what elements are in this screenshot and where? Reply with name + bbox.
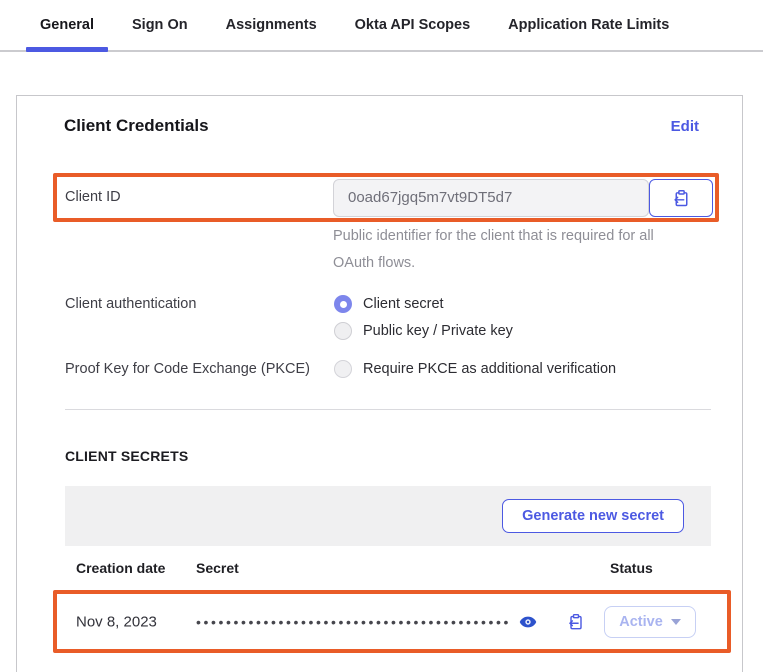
eye-icon bbox=[517, 613, 539, 631]
client-secrets-title: CLIENT SECRETS bbox=[65, 448, 189, 464]
table-header-row bbox=[65, 546, 711, 591]
client-credentials-card bbox=[16, 95, 743, 672]
section-title-client-credentials: Client Credentials bbox=[64, 116, 209, 135]
edit-link[interactable]: Edit bbox=[670, 118, 699, 135]
masked-secret-value: •••••••••••••••••••••••••••••••••••••••••• bbox=[196, 614, 512, 630]
client-secrets-table bbox=[65, 486, 711, 653]
caret-down-icon bbox=[671, 619, 681, 625]
secret-status-dropdown[interactable] bbox=[604, 606, 696, 638]
status-label: Active bbox=[619, 614, 663, 630]
table-row bbox=[65, 591, 711, 653]
copy-secret-button[interactable] bbox=[566, 612, 586, 632]
radio-public-private-key[interactable] bbox=[334, 322, 352, 340]
copy-client-id-button[interactable] bbox=[649, 179, 713, 217]
tab-general[interactable]: General bbox=[26, 0, 108, 50]
pkce-label: Proof Key for Code Exchange (PKCE) bbox=[65, 361, 311, 377]
radio-public-private-key-label[interactable]: Public key / Private key bbox=[363, 323, 513, 339]
app-tab-bar bbox=[0, 0, 763, 52]
pkce-checkbox[interactable] bbox=[334, 360, 352, 378]
column-header-secret: Secret bbox=[196, 560, 239, 576]
clipboard-copy-icon bbox=[566, 612, 586, 632]
tab-okta-api-scopes[interactable]: Okta API Scopes bbox=[354, 17, 471, 33]
tab-sign-on[interactable]: Sign On bbox=[132, 17, 188, 33]
section-divider bbox=[65, 409, 711, 410]
tab-assignments[interactable]: Assignments bbox=[225, 17, 317, 33]
client-authentication-label: Client authentication bbox=[65, 296, 197, 312]
radio-client-secret-label[interactable]: Client secret bbox=[363, 296, 444, 312]
client-id-label: Client ID bbox=[65, 189, 121, 205]
client-secrets-toolbar bbox=[65, 486, 711, 546]
tab-application-rate-limits[interactable]: Application Rate Limits bbox=[508, 17, 670, 33]
secret-creation-date: Nov 8, 2023 bbox=[76, 613, 157, 631]
column-header-creation-date: Creation date bbox=[76, 560, 166, 576]
reveal-secret-button[interactable] bbox=[517, 613, 539, 631]
column-header-status: Status bbox=[610, 560, 653, 576]
radio-client-secret[interactable] bbox=[334, 295, 352, 313]
clipboard-copy-icon bbox=[671, 188, 692, 209]
pkce-checkbox-label[interactable]: Require PKCE as additional verification bbox=[363, 361, 617, 377]
client-id-field[interactable]: 0oad67jgq5m7vt9DT5d7 bbox=[333, 179, 649, 217]
generate-new-secret-button[interactable]: Generate new secret bbox=[502, 499, 684, 533]
client-id-help-text: Public identifier for the client that is required for all OAuth flows. bbox=[333, 228, 654, 271]
